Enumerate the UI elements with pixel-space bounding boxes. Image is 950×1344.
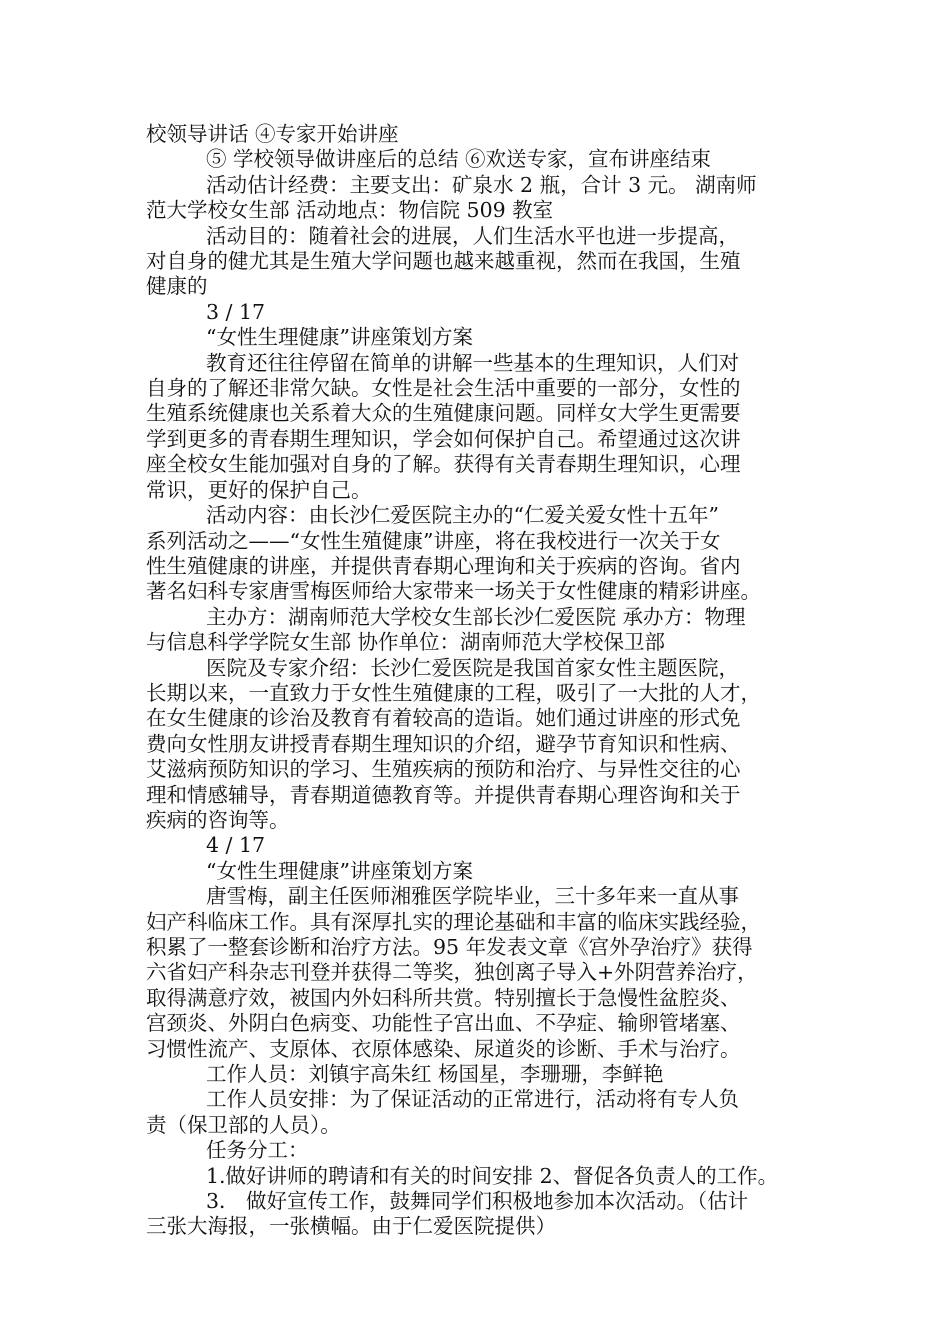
text-line: 长期以来，一直致力于女性生殖健康的工程，吸引了一大批的人才， — [146, 680, 761, 705]
text-line: 在女生健康的诊治及教育有着较高的造诣。她们通过讲座的形式免 — [146, 706, 741, 731]
running-header: “女性生理健康”讲座策划方案 — [206, 858, 473, 883]
text-line: 积累了一整套诊断和治疗方法。95 年发表文章《宫外孕治疗》获得 — [146, 935, 753, 959]
text-line: 座全校女生能加强对自身的了解。获得有关青春期生理知识，心理 — [146, 452, 741, 477]
page-number: 4 / 17 — [206, 833, 266, 858]
text-line: 健康的 — [146, 274, 208, 299]
text-line: 范大学校女生部 活动地点：物信院 509 教室 — [146, 198, 554, 223]
text-line: 著名妇科专家唐雪梅医师给大家带来一场关于女性健康的精彩讲座。 — [146, 579, 761, 604]
page-number: 3 / 17 — [206, 299, 266, 324]
text-line: 对自身的健尤其是生殖大学问题也越来越重视，然而在我国，生殖 — [146, 249, 741, 274]
text-line: 妇产科临床工作。具有深厚扎实的理论基础和丰富的临床实践经验， — [146, 909, 761, 934]
text-line: 取得满意疗效，被国内外妇科所共赏。特别擅长于急慢性盆腔炎、 — [146, 985, 741, 1010]
text-line: 与信息科学学院女生部 协作单位：湖南师范大学校保卫部 — [146, 630, 666, 655]
text-line: 生殖系统健康也关系着大众的生殖健康问题。同样女大学生更需要 — [146, 401, 741, 426]
text-line: 宫颈炎、外阴白色病变、功能性子宫出血、不孕症、输卵管堵塞、 — [146, 1011, 741, 1036]
text-line: 理和情感辅导，青春期道德教育等。并提供青春期心理咨询和关于 — [146, 782, 741, 807]
text-line: 常识，更好的保护自己。 — [146, 477, 372, 502]
text-line: 工作人员安排：为了保证活动的正常进行，活动将有专人负 — [206, 1087, 739, 1112]
text-line: 费向女性朋友讲授青春期生理知识的介绍，避孕节育知识和性病、 — [146, 731, 741, 756]
text-line: 学到更多的青春期生理知识，学会如何保护自己。希望通过这次讲 — [146, 426, 741, 451]
text-line: 教育还往往停留在简单的讲解一些基本的生理知识，人们对 — [206, 350, 739, 375]
text-line: 3． 做好宣传工作，鼓舞同学们积极地参加本次活动。（估计 — [206, 1189, 749, 1214]
text-line: 习惯性流产、支原体、衣原体感染、尿道炎的诊断、手术与治疗。 — [146, 1036, 741, 1061]
text-line: 性生殖健康的讲座，并提供青春期心理询和关于疾病的咨询。省内 — [146, 553, 741, 578]
text-line: 主办方：湖南师范大学校女生部长沙仁爱医院 承办方：物理 — [206, 604, 746, 629]
text-line: 责（保卫部的人员）。 — [146, 1112, 341, 1137]
text-line: 1.做好讲师的聘请和有关的时间安排 2、督促各负责人的工作。 — [206, 1163, 779, 1188]
document-body — [146, 122, 814, 1240]
text-line: 活动目的：随着社会的进展，人们生活水平也进一步提高， — [206, 223, 739, 248]
running-header: “女性生理健康”讲座策划方案 — [206, 325, 473, 350]
text-line: 艾滋病预防知识的学习、生殖疾病的预防和治疗、与异性交往的心 — [146, 757, 741, 782]
text-line: 校领导讲话 ④专家开始讲座 — [146, 122, 399, 146]
text-line: 疾病的咨询等。 — [146, 807, 290, 832]
text-line: 活动内容：由长沙仁爱医院主办的“仁爱关爱女性十五年” — [206, 503, 719, 528]
text-line: 活动估计经费：主要支出：矿泉水 2 瓶，合计 3 元。 湖南师 — [206, 172, 757, 197]
text-line: ⑤ 学校领导做讲座后的总结 ⑥欢送专家，宣布讲座结束 — [206, 147, 712, 172]
text-line: 医院及专家介绍：长沙仁爱医院是我国首家女性主题医院， — [206, 655, 739, 680]
text-line: 三张大海报，一张横幅。由于仁爱医院提供） — [146, 1214, 556, 1239]
text-line: 唐雪梅，副主任医师湘雅医学院毕业，三十多年来一直从事 — [206, 884, 739, 909]
text-line: 自身的了解还非常欠缺。女性是社会生活中重要的一部分，女性的 — [146, 376, 741, 401]
text-line: 任务分工： — [206, 1138, 309, 1163]
text-line: 工作人员：刘镇宇高朱红 杨国星，李珊珊，李鲜艳 — [206, 1062, 664, 1087]
text-line: 六省妇产科杂志刊登并获得二等奖，独创离子导入+外阴营养治疗， — [146, 960, 758, 985]
text-line: 系列活动之——“女性生殖健康”讲座，将在我校进行一次关于女 — [146, 528, 721, 553]
